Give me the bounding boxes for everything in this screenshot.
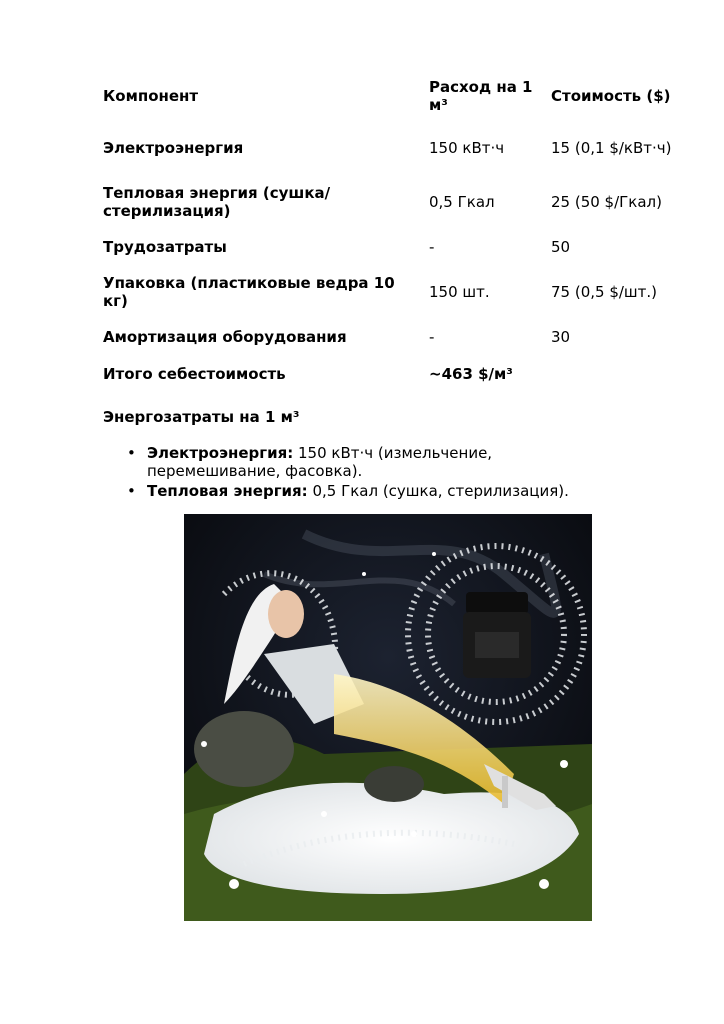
row-usage: 150 кВт·ч [429,138,505,157]
header-cost: Стоимость ($) [551,87,671,105]
row-component: Амортизация оборудования [103,328,347,346]
table-header-row [98,72,678,120]
row-usage: 0,5 Гкал [429,193,495,211]
list-item [125,444,625,480]
total-value: ~463 $/м³ [429,364,513,383]
bullet-icon: • [127,444,136,462]
total-empty-cell [546,355,678,392]
section-title: Энергозатраты на 1 м³ [103,408,300,426]
cost-table [98,72,678,392]
total-label: Итого себестоимость [103,364,286,383]
row-cost: 50 [551,238,571,256]
bullet-icon: • [127,482,136,500]
row-usage: - [429,328,435,346]
product-photo [184,514,592,921]
table-row [98,120,678,175]
row-component: Трудозатраты [103,238,227,256]
bullet-bold: Электроэнергия: [147,444,294,462]
photo-woman-crystals-jar-icon [184,514,592,921]
bullet-text: 150 кВт·ч (измельчение, перемешивание, фасовка). [147,444,493,480]
table-row [98,229,678,265]
row-cost: 15 (0,1 $/кВт·ч) [551,138,672,157]
table-row [98,265,678,319]
row-component: Упаковка (пластиковые ведра 10 кг) [103,274,395,310]
header-component: Компонент [103,87,199,105]
bullet-list [125,444,625,502]
row-cost: 30 [551,328,571,346]
table-row [98,175,678,229]
bullet-text: 0,5 Гкал (сушка, стерилизация). [307,482,569,500]
table-total-row [98,355,678,392]
row-usage: 150 шт. [429,283,490,301]
row-cost: 25 (50 $/Гкал) [551,193,662,211]
row-component: Электроэнергия [103,138,244,157]
row-usage: - [429,238,435,256]
header-usage: Расход на 1 м³ [429,78,533,114]
table-row [98,319,678,355]
row-component: Тепловая энергия (сушка/стерилизация) [103,184,331,220]
row-cost: 75 (0,5 $/шт.) [551,283,658,301]
list-item [125,482,625,500]
bullet-bold: Тепловая энергия: [147,482,308,500]
